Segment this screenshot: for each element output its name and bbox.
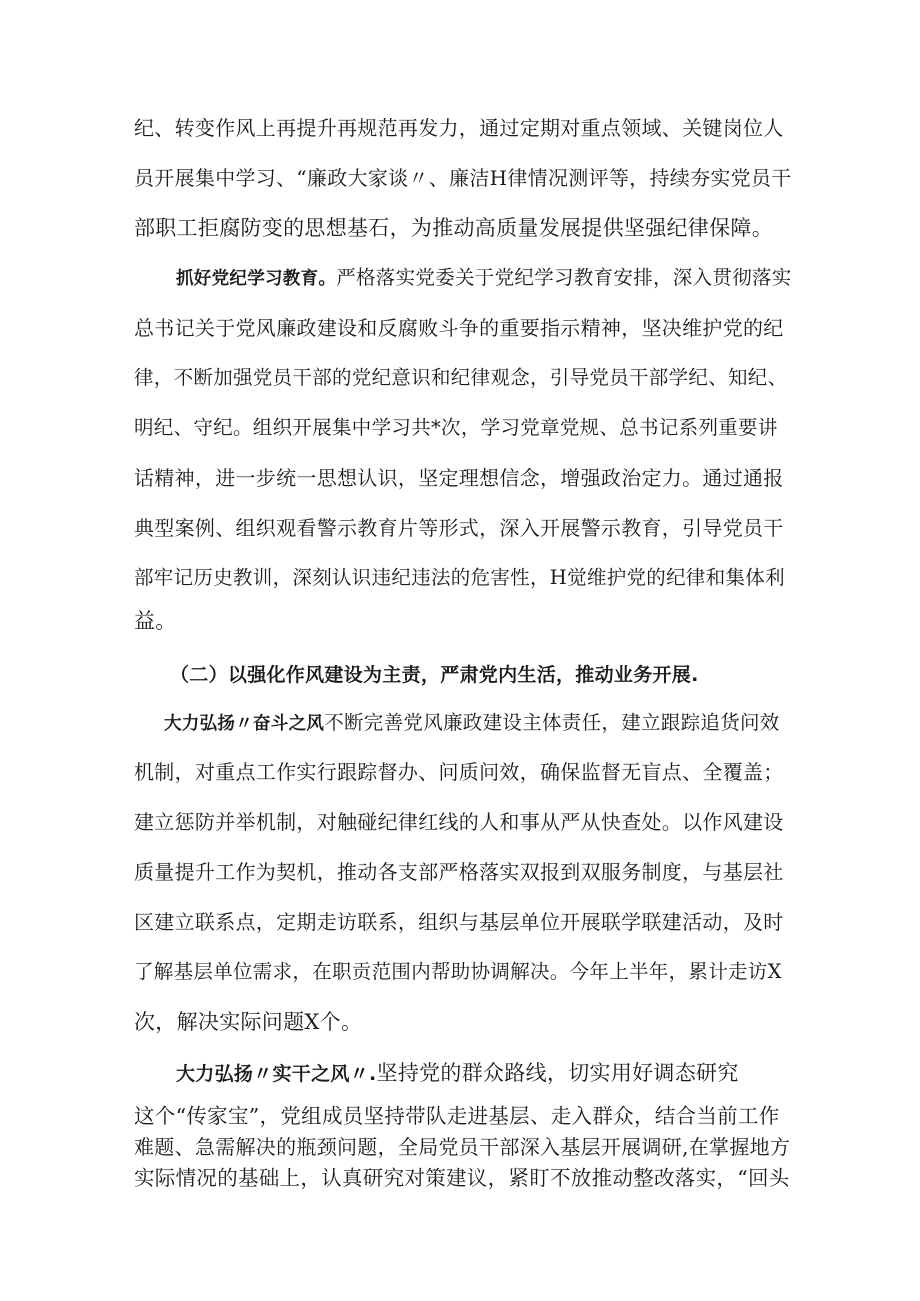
- paragraph-3-line-1-text: 不断完善党风廉政建设主体责任，建立跟踪追货问效: [324, 711, 780, 734]
- section-heading-2: （二）以强化作风建设为主责，严肃党内生活，推动业务开展.: [170, 664, 699, 686]
- paragraph-2-line-7: 部牢记历史教训，深刻认识违纪违法的危害性，H觉维护党的纪律和集体利: [134, 566, 785, 589]
- paragraph-3-line-6: 了解基层单位需求，在职贡范围内帮助协调解决。今年上半年，累计走访X: [134, 960, 782, 983]
- paragraph-3-line-4: 质量提升工作为契机，推动各支部严格落实双报到双服务制度，与基层社: [134, 860, 784, 884]
- paragraph-1-line-3: 部职工拒腐防变的思想基石，为推动高质量发展提供坚强纪律保障。: [134, 216, 773, 240]
- paragraph-4-line-3: 难题、急需解决的瓶颈问题，全局党员干部深入基层开展调研,在掌握地方: [134, 1135, 791, 1159]
- paragraph-4-line-1-text: 坚持党的群众路线，切实用好调态研究: [376, 1061, 739, 1085]
- paragraph-3-line-1: [164, 708, 780, 739]
- paragraph-4-lead: 大力弘扬〃实干之风〃.: [176, 1063, 377, 1085]
- paragraph-1-line-1: 纪、转变作风上再提升再规范再发力，通过定期对重点领域、关键岗位人: [134, 116, 784, 140]
- paragraph-2-line-6: 典型案例、组织观看警示教育片等形式，深入开展警示教育，引导党员干: [134, 516, 784, 540]
- paragraph-2-line-1: [176, 263, 792, 294]
- paragraph-3-line-2: 机制，对重点工作实行跟踪督办、问质问效，确保监督无盲点、全覆盖；: [134, 760, 784, 784]
- paragraph-2-line-3: 律，不断加强党员干部的党纪意识和纪律观念，引导党员干部学纪、知纪、: [134, 366, 788, 389]
- paragraph-2-line-8: 益。: [134, 609, 177, 633]
- paragraph-3-lead: 大力弘扬〃奋斗之风: [164, 714, 325, 734]
- paragraph-2-lead: 抓好党纪学习教育。: [176, 269, 337, 289]
- paragraph-2-line-2: 总书记关于党风廉政建设和反腐败斗争的重要指示精神，坚决维护党的纪: [134, 316, 784, 340]
- paragraph-4-line-1: [176, 1058, 739, 1089]
- paragraph-3-line-3: 建立惩防并举机制，对触碰纪律红线的人和事从严从快查处。以作风建设: [134, 810, 784, 834]
- paragraph-2-line-4: 明纪、守纪。组织开展集中学习共*次，学习党章党规、总书记系列重要讲: [134, 416, 778, 439]
- paragraph-2-line-1-text: 严格落实党委关于党纪学习教育安排，深入贯彻落实: [336, 266, 792, 289]
- paragraph-1-line-2: 员开展集中学习、“廉政大家谈〃、廉洁H律情况测评等，持续夯实党员干: [134, 166, 792, 190]
- paragraph-4-line-2: 这个“传家宝”，党组成员坚持带队走进基层、走入群众，结合当前工作: [134, 1104, 780, 1128]
- paragraph-4-line-4: 实际情况的基础上，认真研究对策建议，紧盯不放推动整改落实，“回头: [134, 1166, 790, 1190]
- paragraph-2-line-5: 话精神，进一步统一思想认识，坚定理想信念，增强政治定力。通过通报: [134, 466, 784, 490]
- paragraph-3-line-5: 区建立联系点，定期走访联系，组织与基层单位开展联学联建活动，及时: [134, 910, 784, 934]
- paragraph-3-line-7: 次，解决实际问题X个。: [134, 1010, 363, 1034]
